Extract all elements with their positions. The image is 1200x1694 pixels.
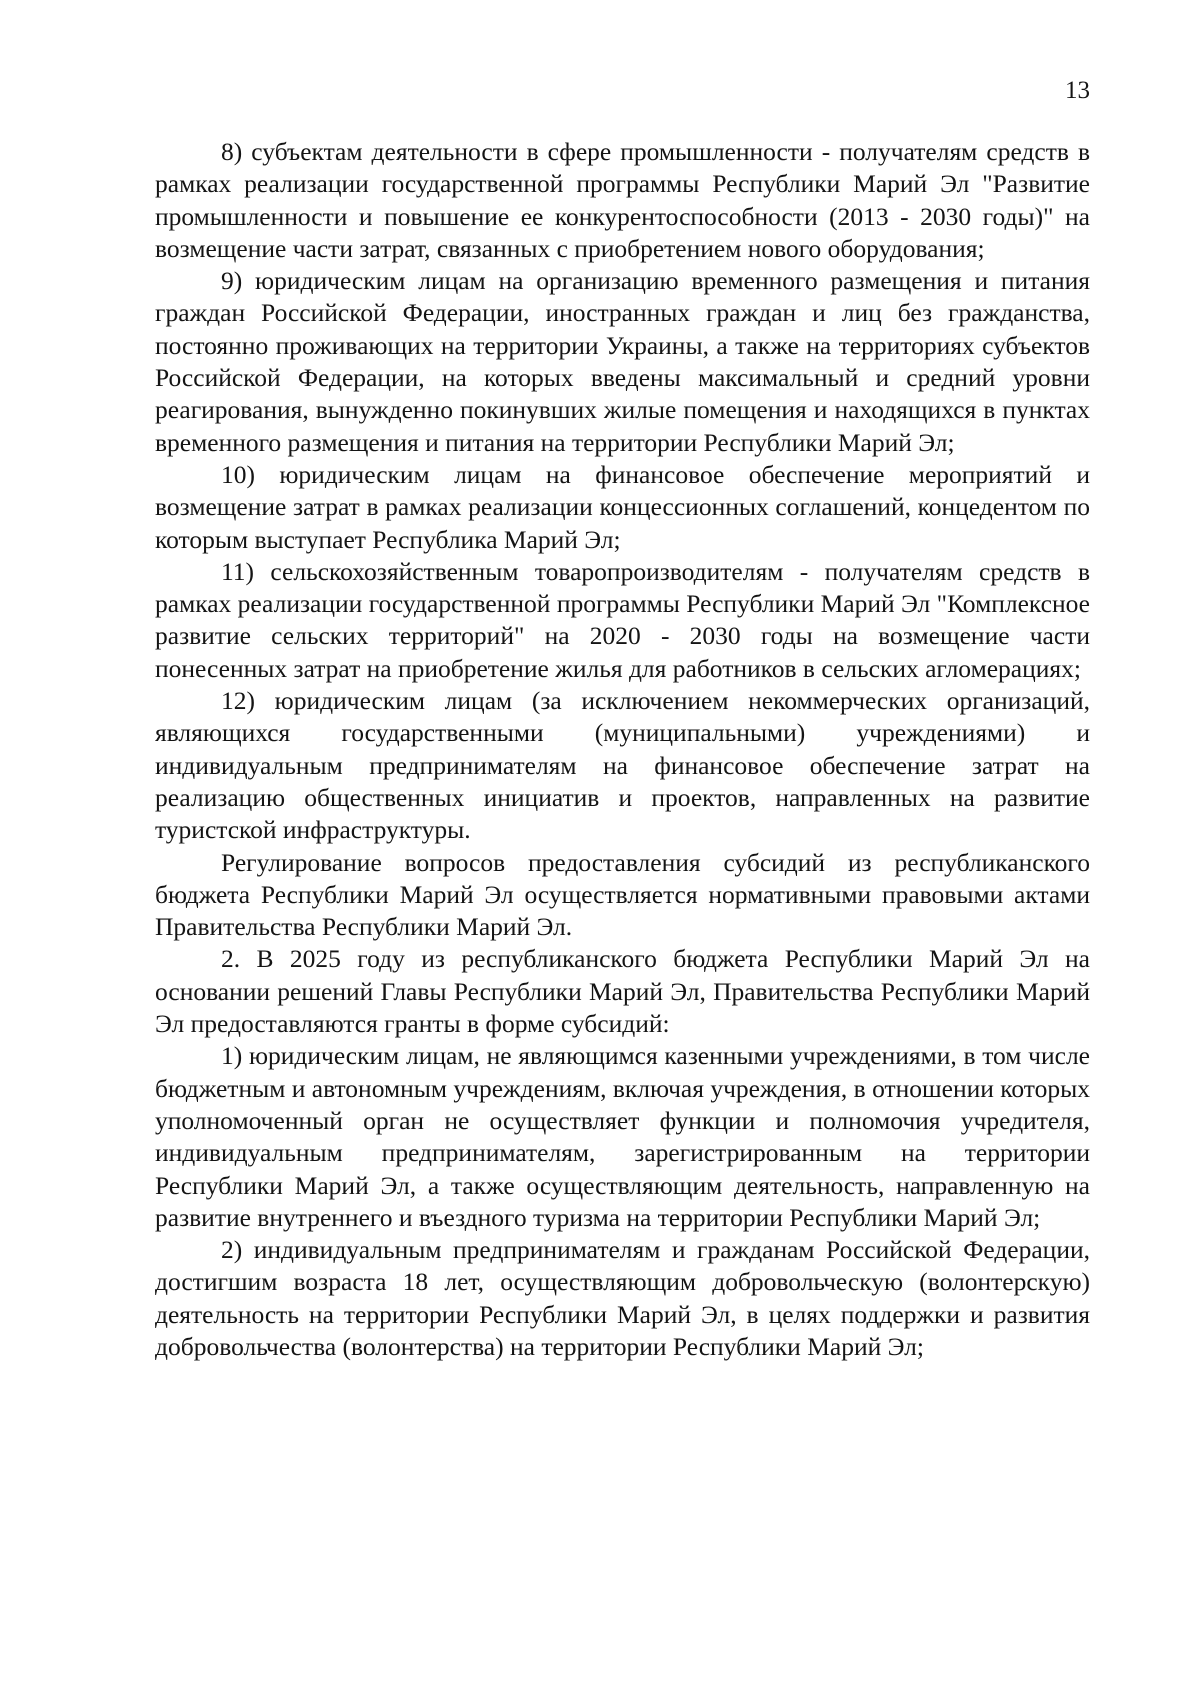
- paragraph-item-12: 12) юридическим лицам (за исключением некоммерческих организаций, являющихся государственными (муниципальными) учреждениями) и индивидуальным предпринимателям на финансовое обеспечение затрат на реализацию общественных инициатив и проектов, направленных на развитие туристской инфраструктуры.: [155, 686, 1090, 845]
- page-number: 13: [1065, 77, 1090, 104]
- paragraph-regulation: Регулирование вопросов предоставления субсидий из республиканского бюджета Республики Марий Эл осуществляется нормативными правовыми актами Правительства Республики Марий Эл.: [155, 847, 1090, 942]
- paragraph-item-8: 8) субъектам деятельности в сфере промышленности - получателям средств в рамках реализации государственной программы Республики Марий Эл "Развитие промышленности и повышение ее конкурентоспособности (2013 - 2030 годы)" на возмещение части затрат, связанных с приобретением нового оборудования;: [155, 137, 1090, 263]
- paragraph-item-9: 9) юридическим лицам на организацию временного размещения и питания граждан Российской Федерации, иностранных граждан и лиц без гражданства, постоянно проживающих на территории Украины, а также на территориях субъектов Российской Федерации, на которых введены максимальный и средний уровни реагирования, вынужденно покинувших жилые помещения и находящихся в пунктах временного размещения и питания на территории Республики Марий Эл;: [155, 266, 1090, 457]
- paragraph-section-2: 2. В 2025 году из республиканского бюджета Республики Марий Эл на основании решений Главы Республики Марий Эл, Правительства Республики Марий Эл предоставляются гранты в форме субсидий:: [155, 944, 1090, 1039]
- document-body: [155, 136, 1090, 1363]
- paragraph-grant-item-2: 2) индивидуальным предпринимателям и гражданам Российской Федерации, достигшим возраста 18 лет, осуществляющим добровольческую (волонтерскую) деятельность на территории Республики Марий Эл, в целях поддержки и развития добровольчества (волонтерства) на территории Республики Марий Эл;: [155, 1235, 1090, 1361]
- paragraph-item-11: 11) сельскохозяйственным товаропроизводителям - получателям средств в рамках реализации государственной программы Республики Марий Эл "Комплексное развитие сельских территорий" на 2020 - 2030 годы на возмещение части понесенных затрат на приобретение жилья для работников в сельских агломерациях;: [155, 556, 1090, 683]
- paragraph-item-10: 10) юридическим лицам на финансовое обеспечение мероприятий и возмещение затрат в рамках реализации концессионных соглашений, концедентом по которым выступает Республика Марий Эл;: [155, 459, 1090, 554]
- paragraph-grant-item-1: 1) юридическим лицам, не являющимся казенными учреждениями, в том числе бюджетным и автономным учреждениям, включая учреждения, в отношении которых уполномоченный орган не осуществляет функции и полномочия учредителя, индивидуальным предпринимателям, зарегистрированным на территории Республики Марий Эл, а также осуществляющим деятельность, направленную на развитие внутреннего и въездного туризма на территории Республики Марий Эл;: [155, 1041, 1090, 1232]
